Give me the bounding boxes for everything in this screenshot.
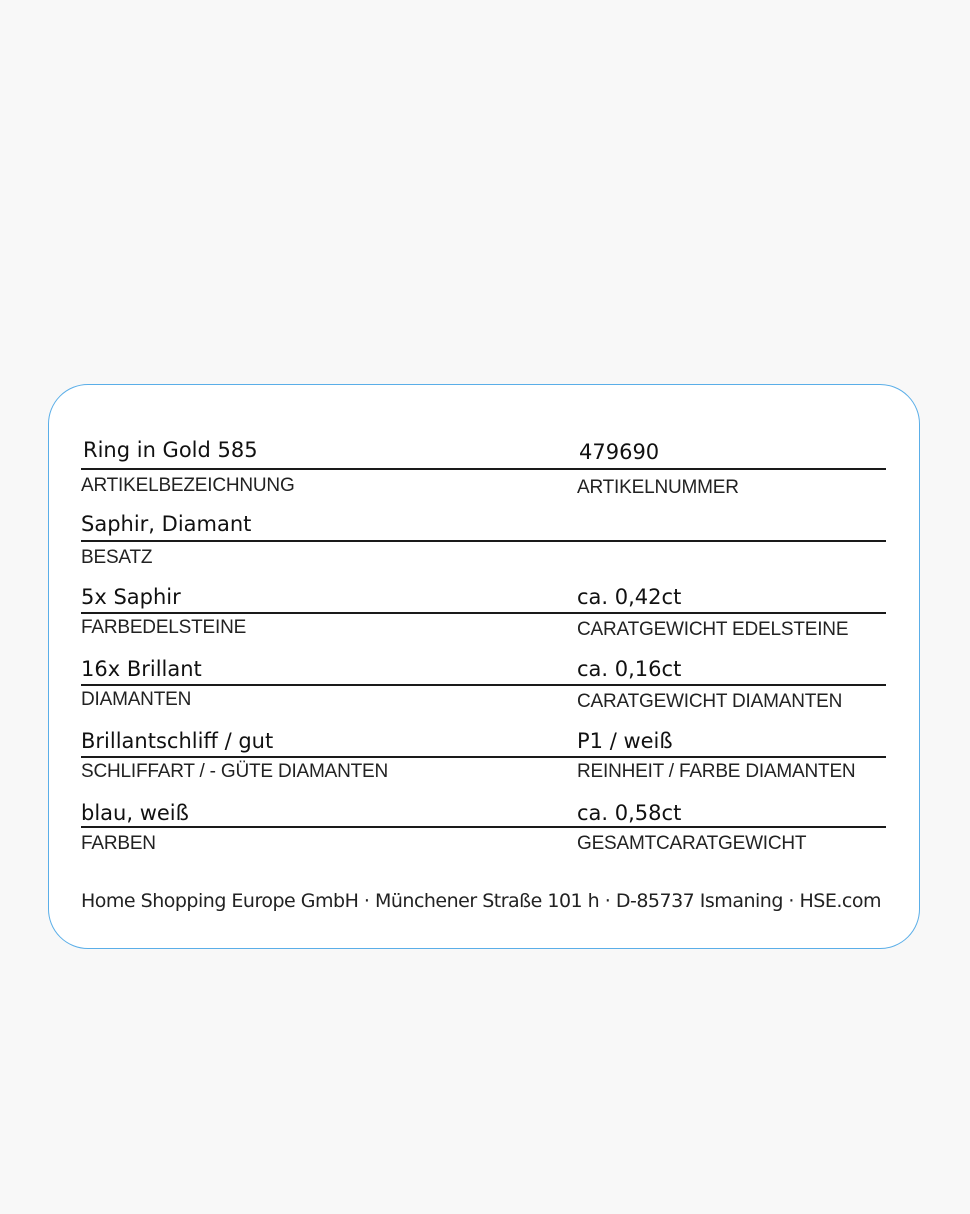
gesamtcaratgewicht-label: GESAMTCARATGEWICHT	[577, 833, 807, 854]
farben-label: FARBEN	[81, 833, 156, 854]
field-schliffart-guete	[81, 726, 577, 786]
besatz-rule	[81, 540, 886, 542]
caratgewicht-edelsteine-label: CARATGEWICHT EDELSTEINE	[577, 619, 849, 640]
gesamtcaratgewicht-value: ca. 0,58ct	[577, 801, 682, 825]
artikelbezeichnung-value: Ring in Gold 585	[83, 438, 258, 462]
schliffart-guete-value: Brillantschliff / gut	[81, 729, 274, 753]
artikelbezeichnung-label: ARTIKELBEZEICHNUNG	[81, 475, 295, 496]
artikelnummer-value: 479690	[579, 440, 660, 464]
reinheit-farbe-label: REINHEIT / FARBE DIAMANTEN	[577, 761, 856, 782]
diamanten-label: DIAMANTEN	[81, 689, 192, 710]
schliffart-guete-label: SCHLIFFART / - GÜTE DIAMANTEN	[81, 761, 389, 782]
farbedelsteine-label: FARBEDELSTEINE	[81, 617, 247, 638]
caratgewicht-diamanten-value: ca. 0,16ct	[577, 657, 682, 681]
diamanten-value: 16x Brillant	[81, 657, 202, 681]
field-gesamtcaratgewicht	[577, 798, 886, 858]
field-diamanten	[81, 654, 577, 714]
caratgewicht-edelsteine-value: ca. 0,42ct	[577, 585, 682, 609]
farben-value: blau, weiß	[81, 801, 189, 825]
field-artikelbezeichnung	[81, 435, 577, 495]
caratgewicht-edelsteine-rule	[577, 612, 886, 614]
company-footer: Home Shopping Europe GmbH · Münchener Straße 101 h · D-85737 Ismaning · HSE.com	[81, 890, 881, 912]
caratgewicht-diamanten-label: CARATGEWICHT DIAMANTEN	[577, 691, 843, 712]
reinheit-farbe-rule	[577, 756, 886, 758]
artikelnummer-label: ARTIKELNUMMER	[577, 477, 739, 498]
reinheit-farbe-value: P1 / weiß	[577, 729, 673, 753]
besatz-label: BESATZ	[81, 547, 153, 568]
artikelnummer-rule	[577, 468, 886, 470]
field-besatz	[81, 509, 886, 569]
field-caratgewicht-diamanten	[577, 654, 886, 714]
schliffart-guete-rule	[81, 756, 577, 758]
farbedelsteine-value: 5x Saphir	[81, 585, 181, 609]
farben-rule	[81, 826, 577, 828]
field-reinheit-farbe	[577, 726, 886, 786]
farbedelsteine-rule	[81, 612, 577, 614]
artikelbezeichnung-rule	[81, 468, 577, 470]
diamanten-rule	[81, 684, 577, 686]
caratgewicht-diamanten-rule	[577, 684, 886, 686]
gesamtcaratgewicht-rule	[577, 826, 886, 828]
field-caratgewicht-edelsteine	[577, 582, 886, 642]
field-farben	[81, 798, 577, 858]
field-artikelnummer	[577, 435, 886, 498]
field-farbedelsteine	[81, 582, 577, 642]
product-info-card	[48, 384, 920, 949]
besatz-value: Saphir, Diamant	[81, 512, 252, 536]
